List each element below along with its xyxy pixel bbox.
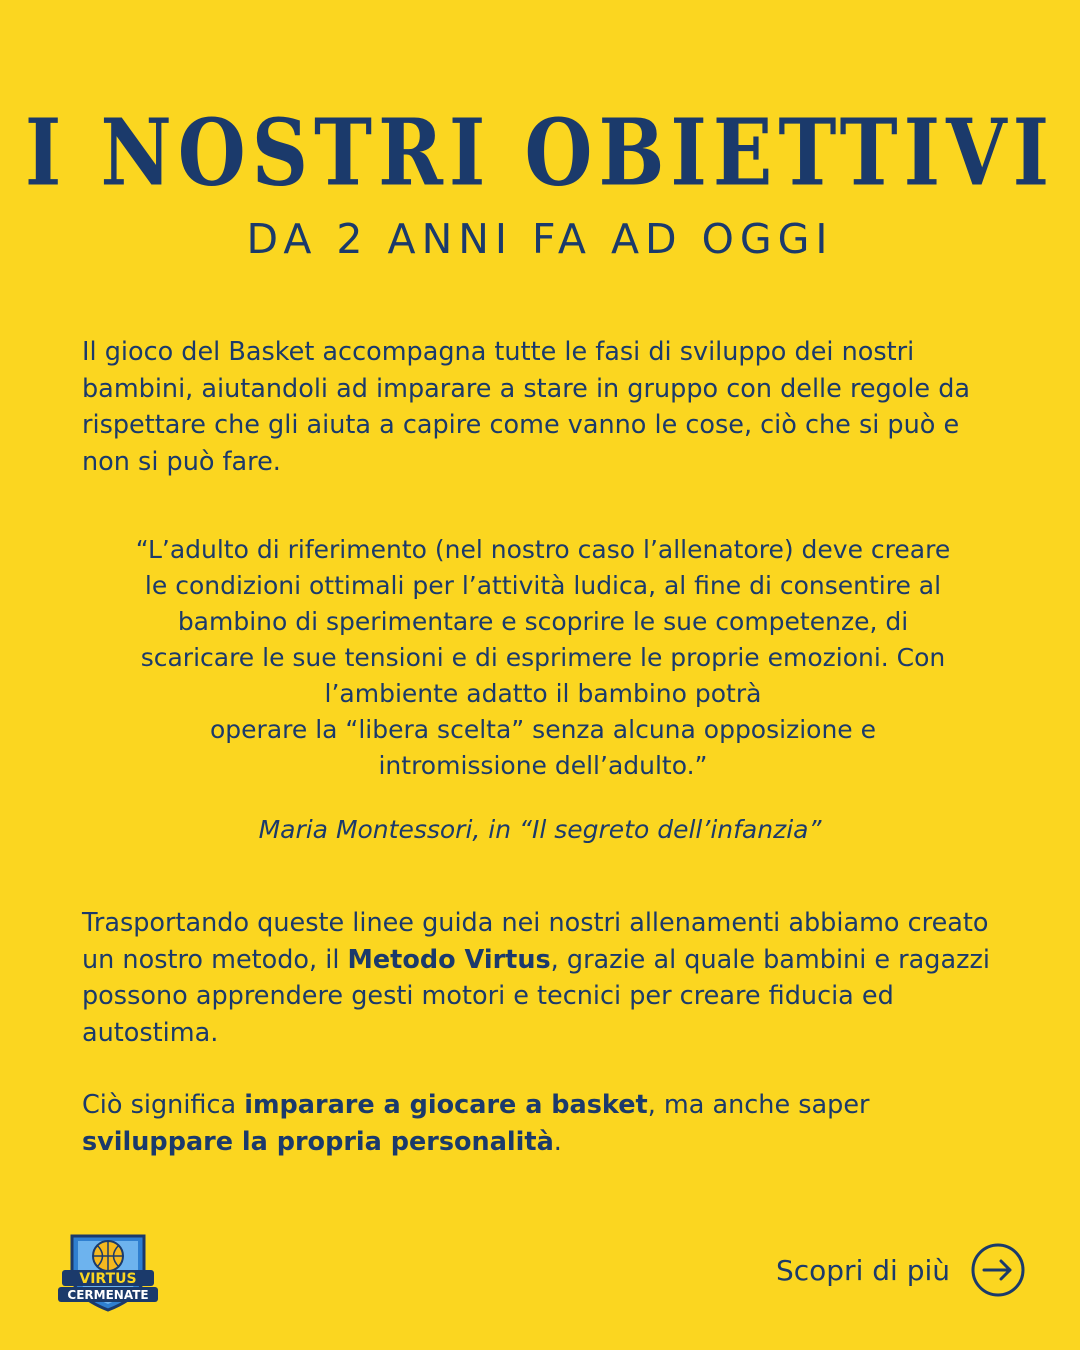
meaning-text-middle: , ma anche saper [647, 1090, 870, 1120]
quote-line: intromissione dell’adulto.” [378, 751, 708, 780]
discover-more-label: Scopri di più [775, 1253, 950, 1287]
montessori-quote [70, 532, 1016, 784]
quote-line: bambino di sperimentare e scoprire le sue competenze, di [177, 607, 909, 636]
quote-line: “L’adulto di riferimento (nel nostro caso l’allenatore) deve creare [135, 535, 951, 564]
method-text-before: Trasportando queste linee guida nei nostri allenamenti abbiamo creato un nostro metodo, il [82, 908, 989, 975]
quote-line: l’ambiente adatto il bambino potrà [324, 679, 762, 708]
virtus-cermenate-logo [58, 1226, 158, 1312]
arrow-right-circle-icon[interactable] [970, 1242, 1026, 1298]
logo-text-line2: CERMENATE [67, 1288, 149, 1302]
meaning-text-before: Ciò significa [82, 1090, 245, 1120]
meaning-paragraph [82, 1087, 1012, 1160]
meaning-text-after: . [553, 1126, 562, 1157]
method-paragraph [82, 905, 1012, 1051]
quote-attribution: Maria Montessori, in “Il segreto dell’infanzia” [258, 815, 822, 844]
logo-text-line1: VIRTUS [79, 1271, 137, 1287]
intro-paragraph: Il gioco del Basket accompagna tutte le fasi di sviluppo dei nostri bambini, aiutandoli ad imparare a stare in gruppo con delle regole da rispettare che gli aiuta a capire come vanno le cose, ciò che si può e non si può fare. [82, 337, 971, 477]
discover-more-button[interactable] [776, 1240, 1026, 1300]
quote-line: scaricare le sue tensioni e di esprimere le proprie emozioni. Con [140, 643, 946, 672]
meaning-highlight-personality: sviluppare la propria personalità [82, 1126, 554, 1157]
page-title: I NOSTRI OBIETTIVI [24, 99, 1056, 208]
quote-line: le condizioni ottimali per l’attività ludica, al fine di consentire al [144, 571, 942, 600]
method-name: Metodo Virtus [347, 944, 551, 975]
quote-line: operare la “libera scelta” senza alcuna opposizione e [210, 715, 876, 744]
meaning-highlight-basket: imparare a giocare a basket [244, 1090, 648, 1120]
method-text-after: , grazie al quale bambini e ragazzi possono apprendere gesti motori e tecnici per creare fiducia ed autostima. [82, 944, 990, 1048]
page-subtitle: DA 2 ANNI FA AD OGGI [246, 215, 834, 263]
